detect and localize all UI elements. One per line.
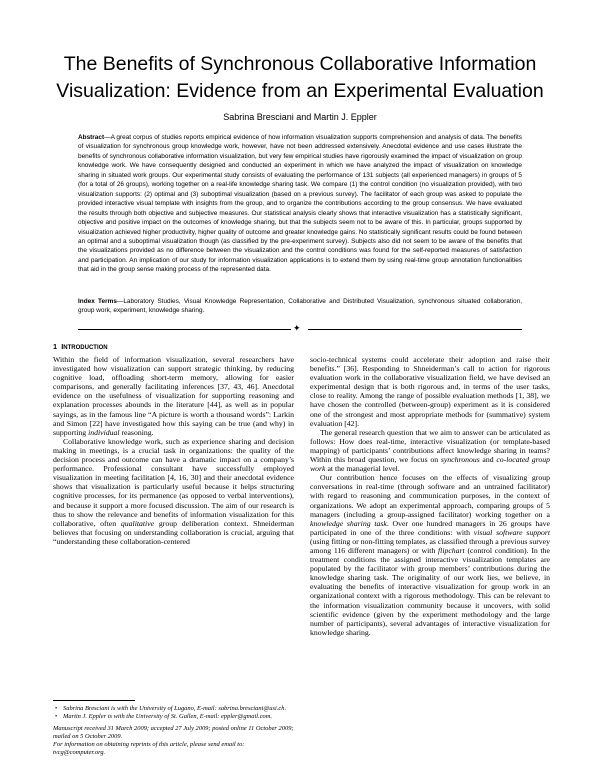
italic-run: knowledge sharing task <box>310 518 387 528</box>
right-paragraph-1: socio-technical systems could accelerate their adoption and raise their benefits.” [36]. Responding to Shneiderman’s call to action for rigorous evaluation work in the collaborative visualization field, we have devised an experimental design that is both rigorous and, in terms of the user tasks, close to reality. Among the range of possible evaluation methods [1, 38], we have chosen the controlled (between-group) experiment as it is considered one of the strongest and most appropriate methods for (summative) system evaluation [42]. <box>310 355 550 428</box>
text-run: (control condition). In the treatment conditions the assigned interactive visualization templates are populated by the facilitator with group members’ contributions during the knowledge sharing task. The originality of our work lies, we believe, in evaluating the benefits of interactive visualization for group work in an organizational context with a rigorous methodology. This can be relevant to the information visualization community because it uncovers, with solid scientific evidence (given by the experiment methodology and the large number of participants), several advantages of interactive visualization for knowledge sharing. <box>310 545 550 637</box>
text-run: Within the field of information visualization, several researchers have investigated how visualization can support strategic thinking, by reducing cognitive load, offloading short-term memory, allowing for easier comparisons, and generally facilitating inferences [37, 43, 46]. Anecdotal evidence on the usefulness of visualization for supporting reasoning and explanation processes abounds in the literature [44], as well as in popular sayings, as in the famous line “A picture is worth a thousand words”: Larkin and Simon [22] have investigated how this saying can be true (and why) in supporting <box>53 355 294 437</box>
index-terms <box>78 297 522 316</box>
section-title-rest: NTRODUCTION <box>63 345 108 351</box>
italic-run: visual software support <box>473 527 550 537</box>
title-line-2: Visualization: Evidence from an Experimental Evaluation <box>56 80 544 102</box>
section-number: 1 <box>53 342 58 351</box>
section-divider-right <box>308 329 522 330</box>
author-list: Sabrina Bresciani and Martin J. Eppler <box>223 112 377 122</box>
left-column <box>53 355 294 546</box>
footnotes <box>53 705 294 756</box>
index-terms-label: Index Terms <box>78 298 117 305</box>
left-paragraph-1 <box>53 355 294 437</box>
abstract <box>78 133 522 275</box>
italic-run: synchronous <box>440 455 480 465</box>
divider-diamond-icon: ✦ <box>293 324 301 334</box>
abstract-text: —A great corpus of studies reports empirical evidence of how information visualization supports comprehension and analysis of data. The benefits of visualization for synchronous group knowledge work, however, have not been addressed extensively. Anecdotal evidence and use cases illustrate the benefits of synchronous collaborative information visualization, but very few empirical studies have rigorously examined the impact of visualization on group knowledge work. We have consequently designed and conducted an experiment in which we have analyzed the impact of visualization on knowledge sharing in situated work groups. Our experimental study consists of evaluating the performance of 131 subjects (all experienced managers) in groups of 5 (for a total of 26 groups), working together on a real-life knowledge sharing task. We compare (1) the control condition (no visualization provided), with two visualization supports: (2) optimal and (3) suboptimal visualization (based on a previous survey). The facilitator of each group was asked to populate the provided interactive visual template with insights from the group, and to organize the contributions according to the group consensus. We have evaluated the results through both objective and subjective measures. Our statistical analysis clearly shows that interactive visualization has a statistically significant, objective and positive impact on the outcomes of knowledge sharing, but that the subjects seem not to be aware of this. In particular, groups supported by visualization achieved higher productivity, higher quality of outcome and greater knowledge gains. No statistically significant results could be found between an optimal and a suboptimal visualization though (as classified by the pre-experiment survey). Subjects also did not seem to be aware of the benefits that the visualizations provided as no difference between the visualization and the control conditions was found for the self-reported measures of satisfaction and participation. An implication of our study for information visualization applications is to extend them by using real-time group annotation functionalities that aid in the group sense making process of the represented data. <box>78 134 522 274</box>
italic-run: co-located group work <box>310 455 550 474</box>
footnote-author-2: • Martin J. Eppler is with the University of St. Gallen, E-mail: eppler@gmail.com. <box>63 713 294 721</box>
footnote-rule <box>53 700 135 701</box>
text-run: The general research question that we aim to answer can be articulated as follows: How does real-time, interactive visualization (or template-based mapping) of participants’ contributions affect knowledge sharing in teams? Within this broad question, we focus on <box>310 427 550 465</box>
text-run: group deliberation context. Shneiderman believes that focusing on understanding collaboration is crucial, arguing that “understanding these collaboration-centered <box>53 518 294 546</box>
index-terms-text: —Laboratory Studies, Visual Knowledge Representation, Collaborative and Distributed Visualization, synchronous situated collaboration, group work, experiment, knowledge sharing. <box>78 298 522 315</box>
right-paragraph-2 <box>310 428 550 473</box>
right-paragraph-3 <box>310 473 550 637</box>
section-heading-introduction <box>53 342 108 351</box>
text-run: (using fitting or non-fitting templates, as classified through a previous survey among 116 different managers) or with <box>310 536 550 555</box>
title-line-1: The Benefits of Synchronous Collaborative Information <box>63 53 537 75</box>
text-run: and <box>479 455 497 465</box>
abstract-label: Abstract <box>78 134 105 141</box>
section-divider-left <box>78 329 291 330</box>
italic-run: individual <box>88 427 120 437</box>
italic-run: qualitative <box>120 518 155 528</box>
left-paragraph-2 <box>53 437 294 546</box>
manuscript-dates: Manuscript received 31 March 2009; accepted 27 July 2009; posted online 11 October 2009; mailed on 5 October 2009. <box>53 724 294 740</box>
reprint-info: For information on obtaining reprints of this article, please send email to: tvcg@computer.org. <box>53 740 245 756</box>
text-run: reasoning. <box>119 427 154 437</box>
section-title-initial: I <box>61 342 64 351</box>
text-run: Collaborative knowledge work, such as experience sharing and decision making in meetings, is a crucial task in organizations: the quality of the decision process and outcome can have a dramatic impact on a company’s performance. Professional consultant have successfully employed visualization in meeting facilitation [4, 16, 30] and their anecdotal evidence shows that visualization is particularly useful because it helps structuring cognitive processes, for its permanence (as opposed to verbal interventions), and because it support a more focused discussion. The aim of our research is thus to show the relevance and benefits of information visualization for this collaborative, often <box>53 436 294 528</box>
text-run: Our contribution hence focuses on the effects of visualizing group conversations in real-time (through software and an untrained facilitator) with regard to reasoning and communication purposes, in the context of organizations. We adopt an experimental approach, comparing groups of 5 managers (including a group-assigned facilitator) working together on a <box>310 473 550 519</box>
italic-run: flipchart <box>438 545 465 555</box>
right-column <box>310 355 550 637</box>
text-run: at the managerial level. <box>325 464 400 474</box>
text-run: . Over one hundred managers in 26 groups have participated in one of the three conditions: with <box>310 518 551 537</box>
paper-title <box>40 51 560 105</box>
footnote-author-1: • Sabrina Bresciani is with the University of Lugano, E-mail: sabrina.bresciani@usi.ch. <box>63 705 294 713</box>
